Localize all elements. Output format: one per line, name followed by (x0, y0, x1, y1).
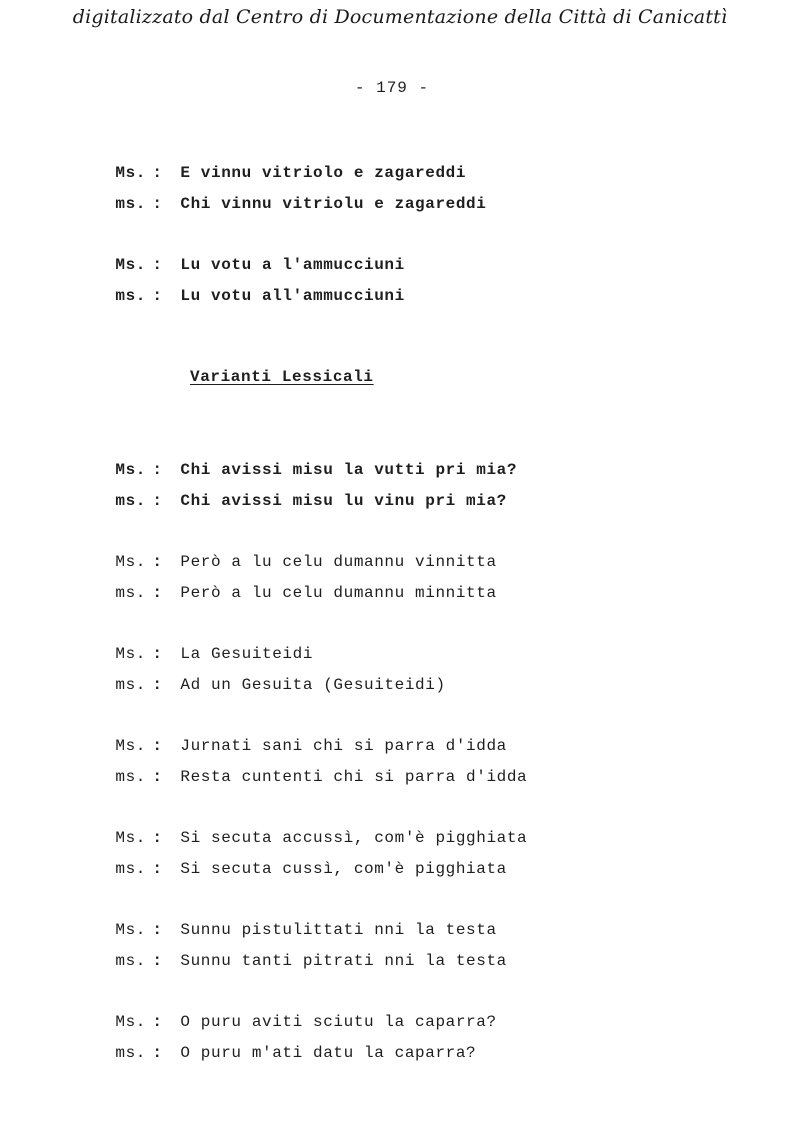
separator: : (152, 287, 163, 305)
verse-line (95, 839, 507, 879)
separator: : (152, 829, 163, 847)
separator: : (152, 492, 163, 510)
verse-text: La Gesuiteidi (180, 645, 314, 663)
verse-text: Chi vinnu vitriolu e zagareddi (180, 195, 487, 213)
speaker-label: ms. (115, 860, 147, 878)
page-number: - 179 - (354, 79, 430, 97)
speaker-label: Ms. (115, 737, 147, 755)
separator: : (152, 553, 163, 571)
verse-text: Lu votu a l'ammucciuni (180, 256, 405, 274)
verse-line (95, 174, 486, 214)
separator: : (152, 676, 163, 694)
verse-line (95, 266, 405, 306)
speaker-label: Ms. (115, 829, 147, 847)
speaker-label: Ms. (115, 645, 147, 663)
speaker-label: ms. (115, 287, 147, 305)
section-heading: Varianti Lessicali (190, 368, 374, 386)
speaker-label: ms. (115, 1044, 147, 1062)
speaker-label: ms. (115, 768, 147, 786)
verse-text: Però a lu celu dumannu vinnitta (180, 553, 497, 571)
verse-text: Lu votu all'ammucciuni (180, 287, 405, 305)
verse-text: Sunnu tanti pitrati nni la testa (180, 952, 507, 970)
separator: : (152, 1013, 163, 1031)
speaker-label: ms. (115, 584, 147, 602)
speaker-label: ms. (115, 676, 147, 694)
verse-text: Però a lu celu dumannu minnitta (180, 584, 497, 602)
verse-text: Chi avissi misu lu vinu pri mia? (180, 492, 507, 510)
speaker-label: ms. (115, 195, 147, 213)
speaker-label: Ms. (115, 921, 147, 939)
separator: : (152, 1044, 163, 1062)
speaker-label: Ms. (115, 461, 147, 479)
verse-text: Resta cuntenti chi si parra d'idda (180, 768, 528, 786)
verse-line (95, 1023, 476, 1063)
verse-text: Sunnu pistulittati nni la testa (180, 921, 497, 939)
speaker-label: Ms. (115, 1013, 147, 1031)
verse-line (95, 471, 507, 511)
verse-text: Ad un Gesuita (Gesuiteidi) (180, 676, 446, 694)
verse-line (95, 931, 507, 971)
verse-text: Si secuta accussì, com'è pigghiata (180, 829, 528, 847)
verse-line (95, 655, 446, 695)
separator: : (152, 768, 163, 786)
separator: : (152, 860, 163, 878)
verse-text: O puru aviti sciutu la caparra? (180, 1013, 497, 1031)
verse-text: E vinnu vitriolo e zagareddi (180, 164, 467, 182)
verse-text: Si secuta cussì, com'è pigghiata (180, 860, 507, 878)
separator: : (152, 737, 163, 755)
verse-line (95, 747, 527, 787)
separator: : (152, 461, 163, 479)
verse-text: O puru m'ati datu la caparra? (180, 1044, 477, 1062)
separator: : (152, 645, 163, 663)
verse-line (95, 563, 497, 603)
separator: : (152, 256, 163, 274)
separator: : (152, 195, 163, 213)
speaker-label: Ms. (115, 256, 147, 274)
digitization-watermark: digitalizzato dal Centro di Documentazione della Città di Canicattì (72, 6, 728, 28)
speaker-label: Ms. (115, 164, 147, 182)
speaker-label: ms. (115, 492, 147, 510)
separator: : (152, 952, 163, 970)
speaker-label: Ms. (115, 553, 147, 571)
speaker-label: ms. (115, 952, 147, 970)
verse-text: Jurnati sani chi si parra d'idda (180, 737, 507, 755)
separator: : (152, 921, 163, 939)
separator: : (152, 584, 163, 602)
verse-text: Chi avissi misu la vutti pri mia? (180, 461, 518, 479)
separator: : (152, 164, 163, 182)
